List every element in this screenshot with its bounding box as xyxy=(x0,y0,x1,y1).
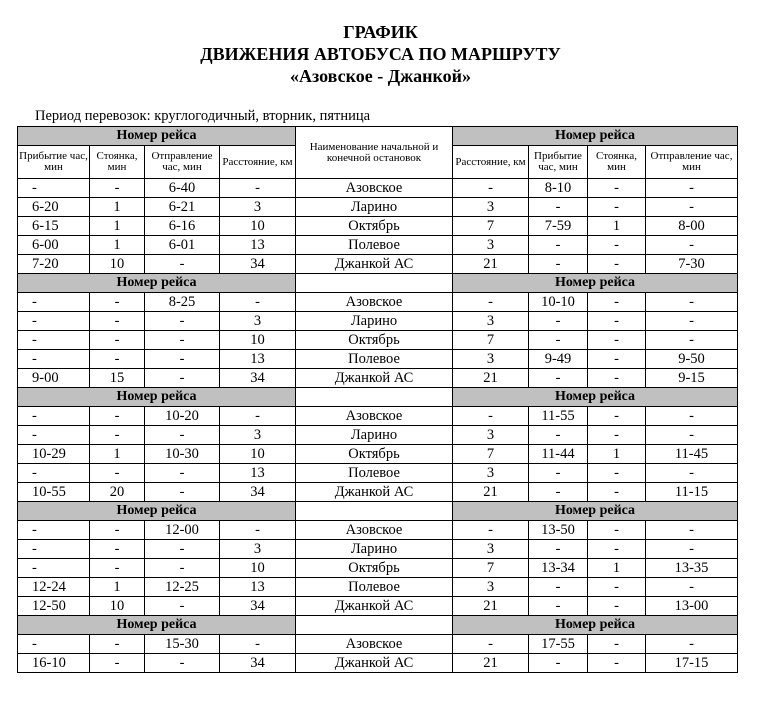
departure-right-cell: - xyxy=(646,407,738,426)
route-name: «Азовское - Джанкой» xyxy=(289,66,472,86)
trip-number-header-right: Номер рейса xyxy=(453,388,738,407)
stay-right-cell: - xyxy=(588,255,646,274)
arrival-right-cell: - xyxy=(529,654,588,673)
stay-left-cell: 1 xyxy=(90,445,145,464)
stay-right-cell: - xyxy=(588,198,646,217)
departure-left-cell: - xyxy=(145,597,220,616)
arrival-right-cell: - xyxy=(529,331,588,350)
departure-left-cell: - xyxy=(145,559,220,578)
stay-left-cell: 1 xyxy=(90,217,145,236)
stop-name-cell: Азовское xyxy=(296,407,453,426)
schedule-row xyxy=(18,293,738,312)
document-subtitle: ДВИЖЕНИЯ АВТОБУСА ПО МАРШРУТУ xyxy=(200,44,561,64)
stop-name-cell: Азовское xyxy=(296,179,453,198)
distance-right-cell: 21 xyxy=(453,369,529,388)
arrival-left-cell: - xyxy=(18,635,90,654)
stay-left-cell: - xyxy=(90,407,145,426)
arrival-left-cell: - xyxy=(18,312,90,331)
distance-right-cell: 3 xyxy=(453,540,529,559)
trip-number-header-right: Номер рейса xyxy=(453,274,738,293)
distance-right-cell: 3 xyxy=(453,464,529,483)
col-distance-left: Расстояние, км xyxy=(220,146,296,179)
arrival-left-cell: - xyxy=(18,407,90,426)
departure-right-cell: - xyxy=(646,521,738,540)
stay-right-cell: - xyxy=(588,540,646,559)
stop-name-cell: Джанкой АС xyxy=(296,597,453,616)
group-header-row xyxy=(18,388,738,407)
stop-name-cell: Октябрь xyxy=(296,559,453,578)
departure-right-cell: - xyxy=(646,179,738,198)
arrival-left-cell: 10-55 xyxy=(18,483,90,502)
group-header-row xyxy=(18,616,738,635)
col-arrival-left: Прибытие час, мин xyxy=(18,146,90,179)
stay-right-cell: 1 xyxy=(588,559,646,578)
departure-left-cell: 10-20 xyxy=(145,407,220,426)
distance-left-cell: 34 xyxy=(220,654,296,673)
distance-right-cell: 3 xyxy=(453,578,529,597)
stay-left-cell: 10 xyxy=(90,255,145,274)
stay-left-cell: - xyxy=(90,464,145,483)
departure-left-cell: 8-25 xyxy=(145,293,220,312)
stop-name-cell: Азовское xyxy=(296,293,453,312)
trip-number-header-right: Номер рейса xyxy=(453,127,738,146)
arrival-right-cell: 9-49 xyxy=(529,350,588,369)
arrival-left-cell: 12-24 xyxy=(18,578,90,597)
arrival-right-cell: 8-10 xyxy=(529,179,588,198)
arrival-right-cell: - xyxy=(529,255,588,274)
stop-column-blank xyxy=(296,274,453,293)
distance-right-cell: 3 xyxy=(453,198,529,217)
departure-left-cell: 6-21 xyxy=(145,198,220,217)
departure-right-cell: - xyxy=(646,236,738,255)
arrival-left-cell: 12-50 xyxy=(18,597,90,616)
distance-left-cell: 3 xyxy=(220,540,296,559)
departure-left-cell: 12-00 xyxy=(145,521,220,540)
stay-left-cell: 15 xyxy=(90,369,145,388)
distance-left-cell: 34 xyxy=(220,597,296,616)
trip-number-header-left: Номер рейса xyxy=(18,127,296,146)
departure-left-cell: 6-40 xyxy=(145,179,220,198)
stop-column-blank xyxy=(296,502,453,521)
stay-left-cell: - xyxy=(90,179,145,198)
arrival-right-cell: - xyxy=(529,426,588,445)
arrival-right-cell: 11-55 xyxy=(529,407,588,426)
distance-right-cell: - xyxy=(453,407,529,426)
arrival-right-cell: - xyxy=(529,369,588,388)
schedule-row xyxy=(18,217,738,236)
stay-left-cell: - xyxy=(90,635,145,654)
departure-right-cell: - xyxy=(646,635,738,654)
arrival-left-cell: - xyxy=(18,540,90,559)
departure-right-cell: - xyxy=(646,426,738,445)
arrival-left-cell: 6-15 xyxy=(18,217,90,236)
schedule-row xyxy=(18,540,738,559)
arrival-right-cell: 13-50 xyxy=(529,521,588,540)
stay-right-cell: - xyxy=(588,331,646,350)
arrival-right-cell: 13-34 xyxy=(529,559,588,578)
departure-right-cell: - xyxy=(646,331,738,350)
trip-number-header-left: Номер рейса xyxy=(18,616,296,635)
arrival-left-cell: 6-00 xyxy=(18,236,90,255)
stop-column-header: Наименование начальной и конечной остановок xyxy=(296,127,453,179)
group-header-row xyxy=(18,274,738,293)
stop-name-cell: Джанкой АС xyxy=(296,255,453,274)
col-arrival-right: Прибытие час, мин xyxy=(529,146,588,179)
departure-left-cell: 6-16 xyxy=(145,217,220,236)
stay-right-cell: - xyxy=(588,179,646,198)
departure-left-cell: - xyxy=(145,426,220,445)
arrival-left-cell: - xyxy=(18,331,90,350)
departure-left-cell: 15-30 xyxy=(145,635,220,654)
distance-left-cell: - xyxy=(220,179,296,198)
distance-left-cell: - xyxy=(220,293,296,312)
group-header-row xyxy=(18,502,738,521)
schedule-row xyxy=(18,445,738,464)
schedule-row xyxy=(18,464,738,483)
stop-name-cell: Октябрь xyxy=(296,217,453,236)
distance-left-cell: - xyxy=(220,635,296,654)
distance-right-cell: 21 xyxy=(453,654,529,673)
distance-right-cell: - xyxy=(453,293,529,312)
stay-right-cell: - xyxy=(588,350,646,369)
distance-left-cell: 13 xyxy=(220,464,296,483)
stay-left-cell: - xyxy=(90,426,145,445)
distance-left-cell: 13 xyxy=(220,578,296,597)
departure-left-cell: - xyxy=(145,255,220,274)
trip-number-header-left: Номер рейса xyxy=(18,502,296,521)
schedule-row xyxy=(18,179,738,198)
distance-left-cell: 13 xyxy=(220,236,296,255)
col-departure-left: Отправление час, мин xyxy=(145,146,220,179)
schedule-row xyxy=(18,407,738,426)
departure-right-cell: - xyxy=(646,578,738,597)
stay-left-cell: - xyxy=(90,331,145,350)
arrival-left-cell: 7-20 xyxy=(18,255,90,274)
distance-right-cell: 21 xyxy=(453,255,529,274)
schedule-table xyxy=(17,126,738,673)
stop-name-cell: Азовское xyxy=(296,635,453,654)
distance-right-cell: 7 xyxy=(453,559,529,578)
stay-left-cell: - xyxy=(90,293,145,312)
departure-right-cell: 11-45 xyxy=(646,445,738,464)
departure-right-cell: 11-15 xyxy=(646,483,738,502)
col-departure-right: Отправление час, мин xyxy=(646,146,738,179)
stay-left-cell: 1 xyxy=(90,198,145,217)
arrival-right-cell: 11-44 xyxy=(529,445,588,464)
distance-left-cell: 13 xyxy=(220,350,296,369)
distance-right-cell: - xyxy=(453,179,529,198)
stay-left-cell: 1 xyxy=(90,578,145,597)
distance-right-cell: 3 xyxy=(453,312,529,331)
distance-right-cell: 7 xyxy=(453,331,529,350)
arrival-left-cell: 16-10 xyxy=(18,654,90,673)
distance-left-cell: 34 xyxy=(220,255,296,274)
distance-right-cell: - xyxy=(453,521,529,540)
arrival-right-cell: - xyxy=(529,578,588,597)
stay-left-cell: 20 xyxy=(90,483,145,502)
stay-left-cell: - xyxy=(90,540,145,559)
arrival-left-cell: - xyxy=(18,350,90,369)
departure-right-cell: 13-35 xyxy=(646,559,738,578)
schedule-row xyxy=(18,198,738,217)
schedule-row xyxy=(18,350,738,369)
stop-name-cell: Ларино xyxy=(296,312,453,331)
stay-left-cell: - xyxy=(90,559,145,578)
schedule-row xyxy=(18,654,738,673)
departure-left-cell: - xyxy=(145,369,220,388)
departure-right-cell: - xyxy=(646,293,738,312)
stay-right-cell: - xyxy=(588,654,646,673)
distance-right-cell: 3 xyxy=(453,236,529,255)
arrival-right-cell: - xyxy=(529,464,588,483)
stay-right-cell: - xyxy=(588,236,646,255)
departure-right-cell: 7-30 xyxy=(646,255,738,274)
arrival-left-cell: - xyxy=(18,559,90,578)
distance-right-cell: 7 xyxy=(453,217,529,236)
arrival-left-cell: - xyxy=(18,464,90,483)
arrival-right-cell: - xyxy=(529,483,588,502)
departure-left-cell: - xyxy=(145,350,220,369)
stop-name-cell: Ларино xyxy=(296,198,453,217)
arrival-right-cell: - xyxy=(529,597,588,616)
distance-right-cell: 3 xyxy=(453,426,529,445)
departure-left-cell: 6-01 xyxy=(145,236,220,255)
schedule-row xyxy=(18,331,738,350)
departure-left-cell: - xyxy=(145,312,220,331)
schedule-row xyxy=(18,578,738,597)
stay-right-cell: - xyxy=(588,312,646,331)
distance-left-cell: 34 xyxy=(220,369,296,388)
arrival-right-cell: 7-59 xyxy=(529,217,588,236)
departure-left-cell: - xyxy=(145,464,220,483)
departure-right-cell: 9-50 xyxy=(646,350,738,369)
stop-name-cell: Джанкой АС xyxy=(296,369,453,388)
distance-right-cell: - xyxy=(453,635,529,654)
transport-period: Период перевозок: круглогодичный, вторник, пятница xyxy=(35,108,371,124)
stop-name-cell: Азовское xyxy=(296,521,453,540)
schedule-row xyxy=(18,521,738,540)
departure-right-cell: - xyxy=(646,540,738,559)
stay-right-cell: - xyxy=(588,293,646,312)
stay-left-cell: 10 xyxy=(90,597,145,616)
schedule-row xyxy=(18,255,738,274)
distance-left-cell: 10 xyxy=(220,559,296,578)
stay-left-cell: - xyxy=(90,654,145,673)
distance-right-cell: 3 xyxy=(453,350,529,369)
distance-left-cell: 10 xyxy=(220,331,296,350)
schedule-row xyxy=(18,369,738,388)
stop-name-cell: Полевое xyxy=(296,236,453,255)
stop-name-cell: Октябрь xyxy=(296,445,453,464)
departure-right-cell: - xyxy=(646,198,738,217)
departure-right-cell: 13-00 xyxy=(646,597,738,616)
stop-name-cell: Полевое xyxy=(296,464,453,483)
arrival-left-cell: - xyxy=(18,426,90,445)
stay-right-cell: - xyxy=(588,635,646,654)
arrival-right-cell: 17-55 xyxy=(529,635,588,654)
stop-name-cell: Джанкой АС xyxy=(296,654,453,673)
departure-left-cell: - xyxy=(145,540,220,559)
distance-left-cell: 3 xyxy=(220,312,296,331)
stay-right-cell: 1 xyxy=(588,445,646,464)
stop-name-cell: Полевое xyxy=(296,578,453,597)
col-stay-right: Стоянка, мин xyxy=(588,146,646,179)
arrival-left-cell: - xyxy=(18,179,90,198)
distance-right-cell: 7 xyxy=(453,445,529,464)
stay-right-cell: - xyxy=(588,464,646,483)
departure-left-cell: - xyxy=(145,654,220,673)
stay-right-cell: - xyxy=(588,578,646,597)
schedule-row xyxy=(18,635,738,654)
group-header-row xyxy=(18,127,738,146)
schedule-row xyxy=(18,236,738,255)
distance-left-cell: 10 xyxy=(220,445,296,464)
document-title: ГРАФИК xyxy=(343,22,418,42)
col-distance-right: Расстояние, км xyxy=(453,146,529,179)
departure-right-cell: 8-00 xyxy=(646,217,738,236)
distance-left-cell: 34 xyxy=(220,483,296,502)
stay-right-cell: - xyxy=(588,521,646,540)
stay-left-cell: - xyxy=(90,521,145,540)
departure-left-cell: - xyxy=(145,483,220,502)
stay-right-cell: - xyxy=(588,369,646,388)
stop-name-cell: Полевое xyxy=(296,350,453,369)
trip-number-header-right: Номер рейса xyxy=(453,616,738,635)
schedule-row xyxy=(18,312,738,331)
distance-left-cell: 10 xyxy=(220,217,296,236)
schedule-row xyxy=(18,559,738,578)
trip-number-header-left: Номер рейса xyxy=(18,388,296,407)
stop-name-cell: Джанкой АС xyxy=(296,483,453,502)
arrival-right-cell: - xyxy=(529,312,588,331)
arrival-right-cell: 10-10 xyxy=(529,293,588,312)
arrival-right-cell: - xyxy=(529,236,588,255)
distance-left-cell: 3 xyxy=(220,198,296,217)
stay-right-cell: - xyxy=(588,597,646,616)
stop-column-blank xyxy=(296,388,453,407)
schedule-row xyxy=(18,597,738,616)
stay-left-cell: - xyxy=(90,312,145,331)
departure-right-cell: - xyxy=(646,464,738,483)
distance-right-cell: 21 xyxy=(453,483,529,502)
departure-right-cell: - xyxy=(646,312,738,331)
col-stay-left: Стоянка, мин xyxy=(90,146,145,179)
arrival-left-cell: - xyxy=(18,521,90,540)
schedule-row xyxy=(18,483,738,502)
distance-left-cell: - xyxy=(220,521,296,540)
departure-left-cell: 10-30 xyxy=(145,445,220,464)
stay-right-cell: 1 xyxy=(588,217,646,236)
stay-right-cell: - xyxy=(588,483,646,502)
departure-right-cell: 17-15 xyxy=(646,654,738,673)
stop-name-cell: Ларино xyxy=(296,540,453,559)
stay-right-cell: - xyxy=(588,407,646,426)
schedule-row xyxy=(18,426,738,445)
distance-right-cell: 21 xyxy=(453,597,529,616)
arrival-right-cell: - xyxy=(529,540,588,559)
stop-column-blank xyxy=(296,616,453,635)
trip-number-header-right: Номер рейса xyxy=(453,502,738,521)
stay-left-cell: 1 xyxy=(90,236,145,255)
arrival-left-cell: - xyxy=(18,293,90,312)
stay-left-cell: - xyxy=(90,350,145,369)
arrival-left-cell: 9-00 xyxy=(18,369,90,388)
arrival-left-cell: 10-29 xyxy=(18,445,90,464)
stop-name-cell: Октябрь xyxy=(296,331,453,350)
departure-left-cell: - xyxy=(145,331,220,350)
distance-left-cell: 3 xyxy=(220,426,296,445)
distance-left-cell: - xyxy=(220,407,296,426)
trip-number-header-left: Номер рейса xyxy=(18,274,296,293)
arrival-right-cell: - xyxy=(529,198,588,217)
departure-left-cell: 12-25 xyxy=(145,578,220,597)
arrival-left-cell: 6-20 xyxy=(18,198,90,217)
stop-name-cell: Ларино xyxy=(296,426,453,445)
departure-right-cell: 9-15 xyxy=(646,369,738,388)
stay-right-cell: - xyxy=(588,426,646,445)
